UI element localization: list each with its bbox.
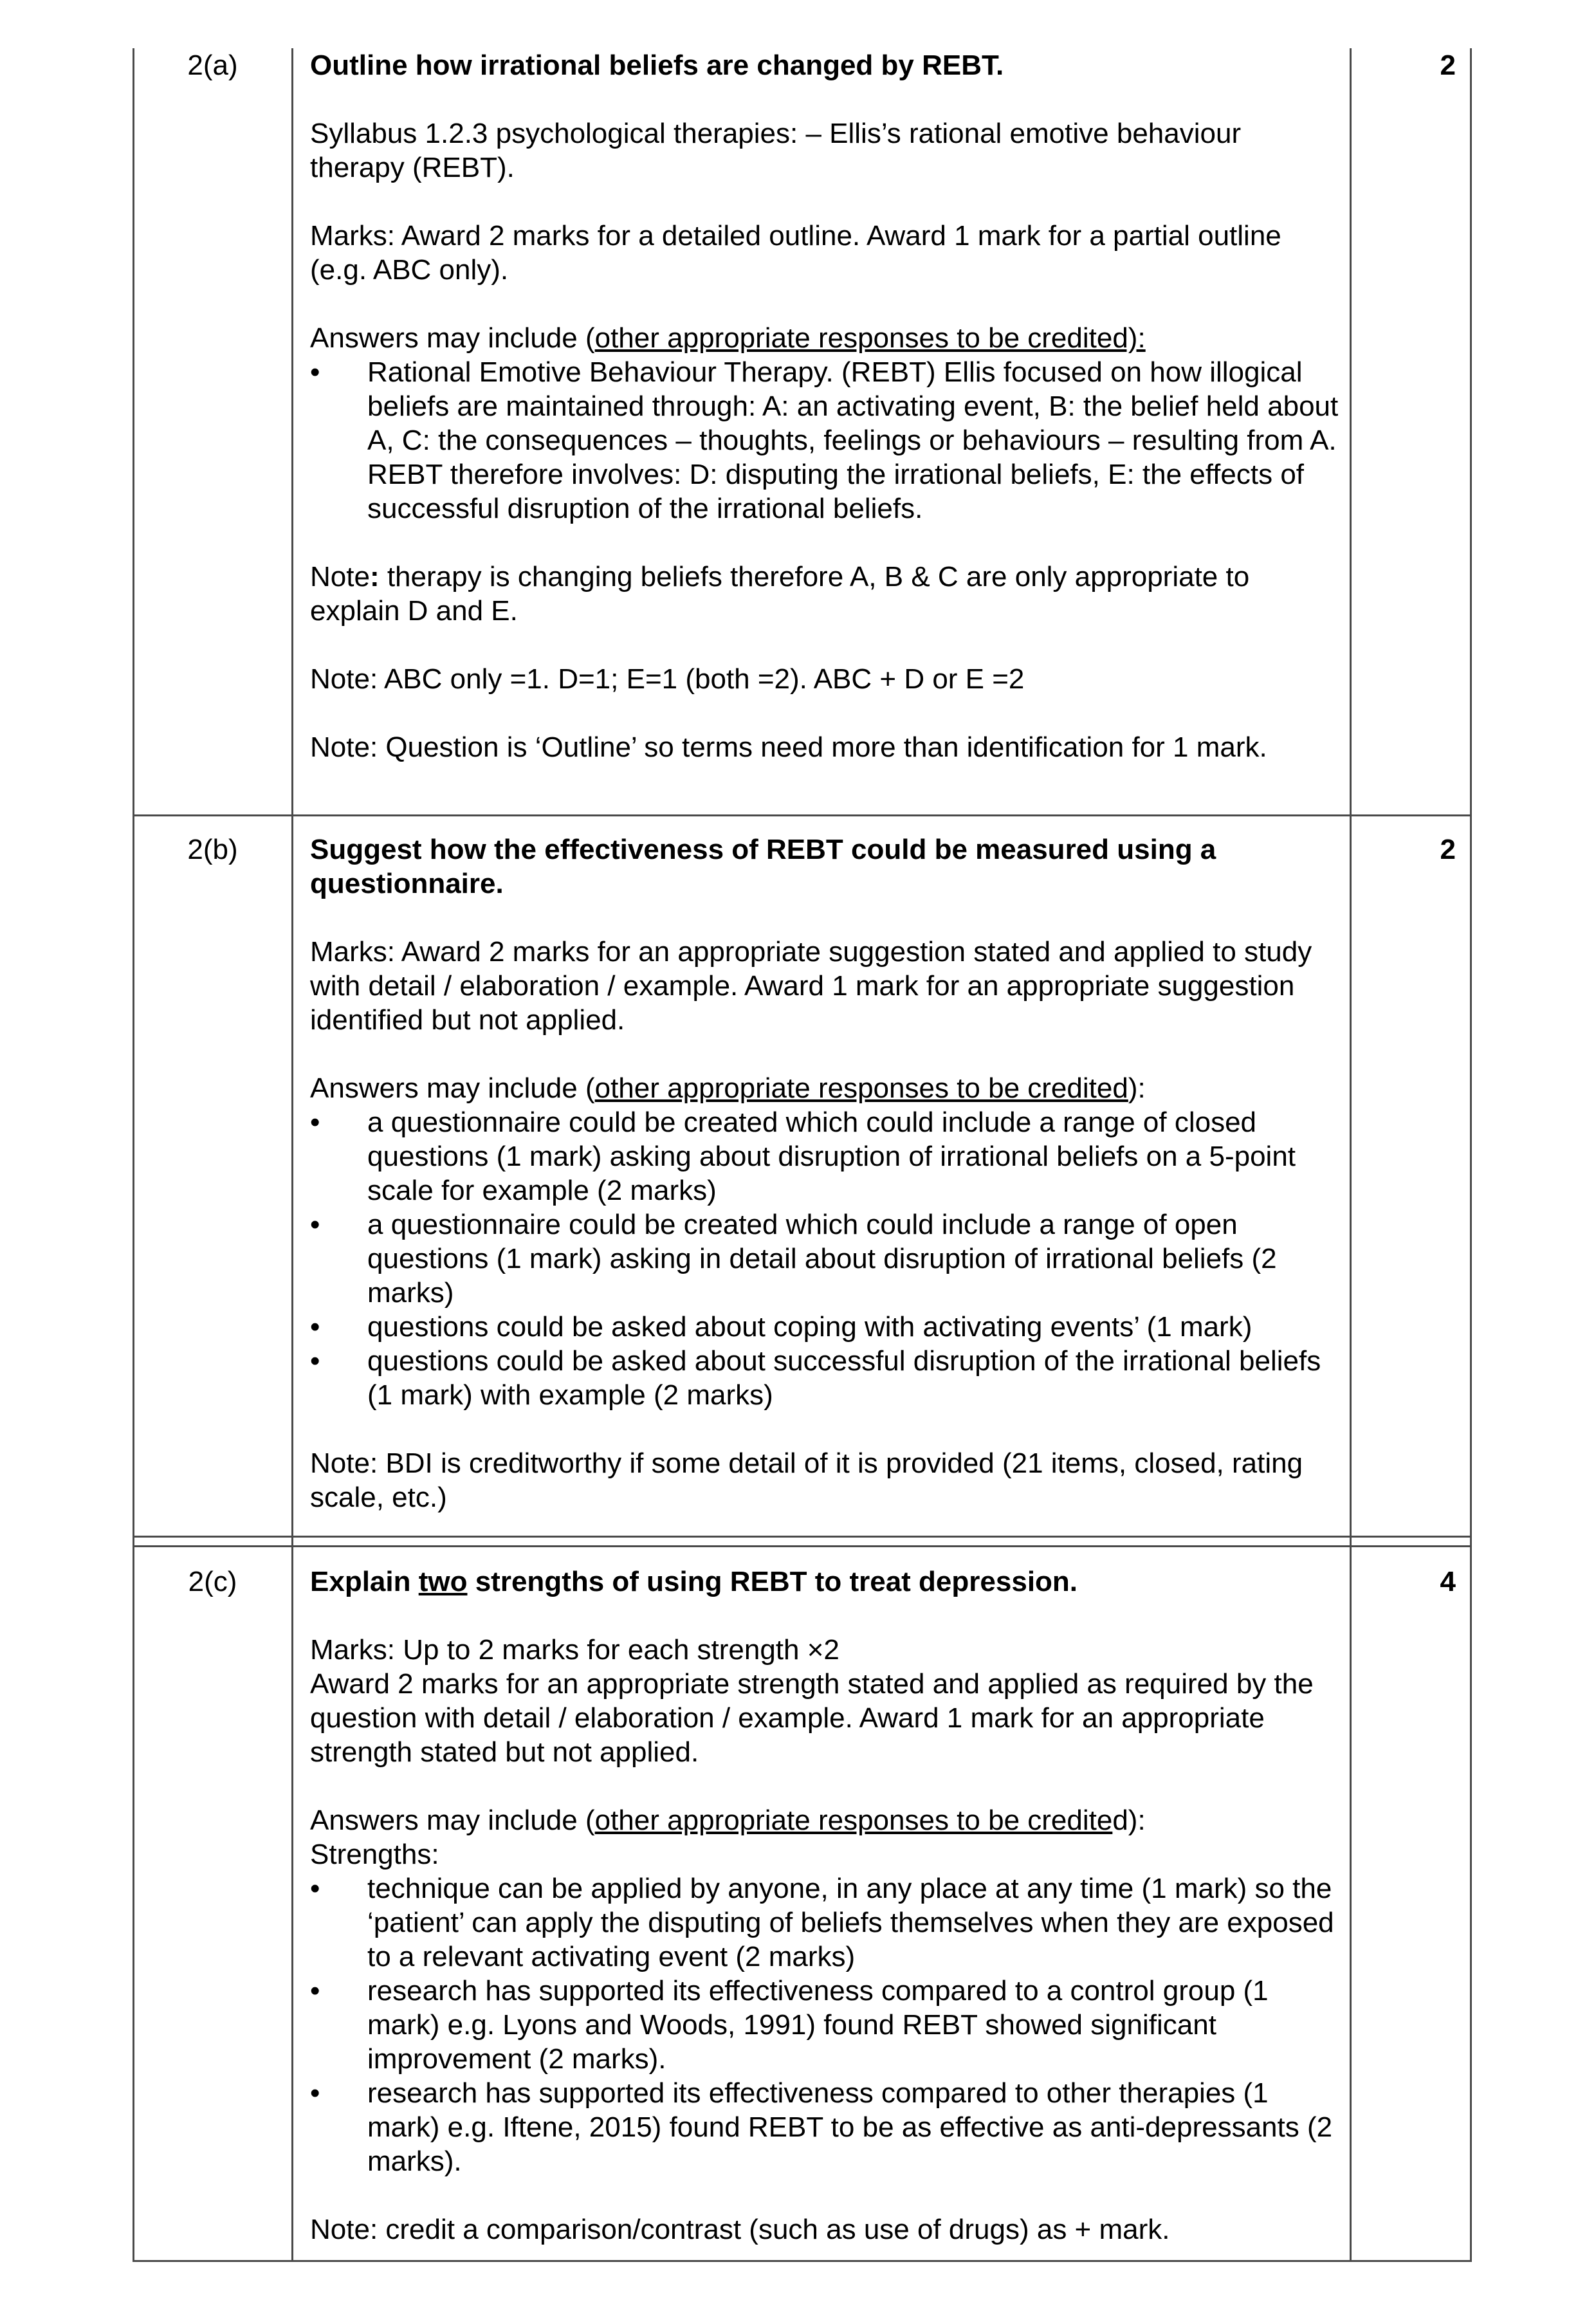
table-column-divider: [1350, 48, 1352, 2261]
note: Note: therapy is changing beliefs therefore A, B & C are only appropriate to explain D and E.: [310, 561, 1250, 627]
marks-guidance: Award 2 marks for an appropriate strength stated and applied as required by the question with detail / elaboration / example. Award 1 mark for an appropriate strength stated but not applied.: [310, 1668, 1314, 1768]
strengths-label: Strengths:: [310, 1839, 439, 1870]
marks-guidance: Marks: Award 2 marks for a detailed outline. Award 1 mark for a partial outline (e.g. ABC only).: [310, 220, 1281, 286]
answer-list: [310, 1105, 1339, 1412]
list-item: • research has supported its effectiveness compared to other therapies (1 mark) e.g. Iftene, 2015) found REBT to be as effective as anti-depressants (2 marks).: [310, 2076, 1339, 2178]
answer-list: [310, 1871, 1339, 2178]
table-border-bottom: [133, 2260, 1472, 2262]
note: Note: credit a comparison/contrast (such as use of drugs) as + mark.: [310, 2214, 1170, 2245]
list-item: • Rational Emotive Behaviour Therapy. (REBT) Ellis focused on how illogical beliefs are maintained through: A: an activating event, B: the belief held about A, C: the consequences – thoughts, feelings or behaviours – resulting from A. REBT therefore involves: D: disputing the irrational beliefs, E: the effects of successful disruption of the irrational beliefs.: [310, 355, 1339, 526]
row-divider: [133, 1545, 1472, 1547]
question-text: Outline how irrational beliefs are changed by REBT.: [310, 50, 1004, 81]
marks-guidance: Marks: Award 2 marks for an appropriate suggestion stated and applied to study with detail / elaboration / example. Award 1 mark for an appropriate suggestion identified but not applied.: [310, 936, 1312, 1036]
question-number: 2(b): [187, 834, 238, 865]
list-item: • technique can be applied by anyone, in any place at any time (1 mark) so the ‘patient’ can apply the disputing of beliefs themselves when they are exposed to a relevant activating event (2 marks): [310, 1871, 1339, 1974]
answers-intro: Answers may include (other appropriate responses to be credited):: [310, 322, 1146, 354]
note: Note: ABC only =1. D=1; E=1 (both =2). ABC + D or E =2: [310, 663, 1025, 695]
question-number: 2(a): [187, 50, 238, 81]
note: Note: Question is ‘Outline’ so terms need more than identification for 1 mark.: [310, 731, 1267, 763]
question-content: [310, 1565, 1339, 2247]
question-marks: 2: [1440, 834, 1456, 865]
row-divider: [133, 814, 1472, 816]
table-column-divider: [291, 48, 293, 2261]
answers-intro: Answers may include (other appropriate responses to be credited):: [310, 1072, 1146, 1104]
syllabus-reference: Syllabus 1.2.3 psychological therapies: – Ellis’s rational emotive behaviour therapy (REBT).: [310, 118, 1242, 183]
list-item: • research has supported its effectiveness compared to a control group (1 mark) e.g. Lyons and Woods, 1991) found REBT showed significant improvement (2 marks).: [310, 1974, 1339, 2076]
question-text: Explain two strengths of using REBT to treat depression.: [310, 1566, 1078, 1597]
question-content: [310, 48, 1339, 764]
question-text: Suggest how the effectiveness of REBT could be measured using a questionnaire.: [310, 834, 1216, 899]
table-border-left: [133, 48, 134, 2261]
question-content: [310, 832, 1339, 1514]
row-divider: [133, 1536, 1472, 1538]
answers-intro: Answers may include (other appropriate responses to be credited):: [310, 1805, 1146, 1836]
list-item: • a questionnaire could be created which could include a range of open questions (1 mark) asking in detail about disruption of irrational beliefs (2 marks): [310, 1208, 1339, 1310]
question-number: 2(c): [188, 1566, 237, 1597]
list-item: • a questionnaire could be created which could include a range of closed questions (1 mark) asking about disruption of irrational beliefs on a 5-point scale for example (2 marks): [310, 1105, 1339, 1208]
table-border-right: [1470, 48, 1472, 2261]
list-item: • questions could be asked about coping with activating events’ (1 mark): [310, 1310, 1339, 1344]
question-marks: 2: [1440, 50, 1456, 81]
list-item: • questions could be asked about successful disruption of the irrational beliefs (1 mark) with example (2 marks): [310, 1344, 1339, 1412]
note: Note: BDI is creditworthy if some detail of it is provided (21 items, closed, rating scale, etc.): [310, 1448, 1303, 1513]
question-marks: 4: [1440, 1566, 1456, 1597]
answer-list: [310, 355, 1339, 526]
marks-guidance: Marks: Up to 2 marks for each strength ×2: [310, 1634, 839, 1666]
